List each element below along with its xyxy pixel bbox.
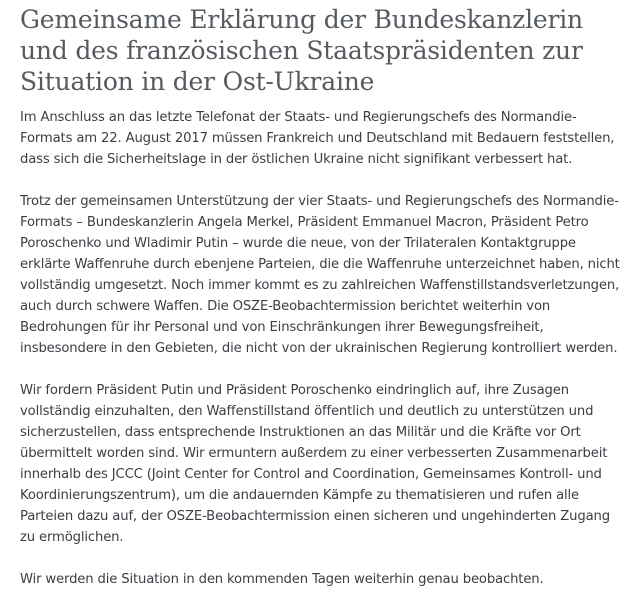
article-paragraph-4: Wir werden die Situation in den kommenden Tagen weiterhin genau beobachten. (20, 572, 544, 587)
article-paragraph-2: Trotz der gemeinsamen Unterstützung der vier Staats- und Regierungschefs des Normandie-Formats – Bundeskanzlerin Angela Merkel, Präsident Emmanuel Macron, Präsident Petro Poroschenko und Wladimir Putin – wurde die neue, von der Trilateralen Kontaktgruppe erklärte Waffenruhe durch ebenjene Parteien, die die Waffenruhe unterzeichnet haben, nicht vollständig umgesetzt. Noch immer kommt es zu zahlreichen Waffenstillstandsverletzungen, auch durch schwere Waffen. Die OSZE-Beobachtermission berichtet weiterhin von Bedrohungen für ihr Personal und von Einschränkungen ihrer Bewegungsfreiheit, insbesondere in den Gebieten, die nicht von der ukrainischen Regierung kontrolliert werden. (20, 194, 620, 356)
article-paragraph-1: Im Anschluss an das letzte Telefonat der Staats- und Regierungschefs des Normandie-Formats am 22. August 2017 müssen Frankreich und Deutschland mit Bedauern feststellen, dass sich die Sicherheitslage in der östlichen Ukraine nicht signifikant verbessert hat. (20, 110, 615, 167)
article-title: Gemeinsame Erklärung der Bundeskanzlerin und des französischen Staatspräsidenten zur Situation in der Ost-Ukraine (20, 5, 583, 96)
article-paragraph-3: Wir fordern Präsident Putin und Präsident Poroschenko eindringlich auf, ihre Zusagen vollständig einzuhalten, den Waffenstillstand öffentlich und deutlich zu unterstützen und sicherzustellen, dass entsprechende Instruktionen an das Militär und die Kräfte vor Ort übermittelt worden sind. Wir ermuntern außerdem zu einer verbesserten Zusammenarbeit innerhalb des JCCC (Joint Center for Control and Coordination, Gemeinsames Kontroll- und Koordinierungszentrum), um die andauernden Kämpfe zu thematisieren und rufen alle Parteien dazu auf, der OSZE-Beobachtermission einen sicheren und ungehinderten Zugang zu ermöglichen. (20, 383, 610, 545)
